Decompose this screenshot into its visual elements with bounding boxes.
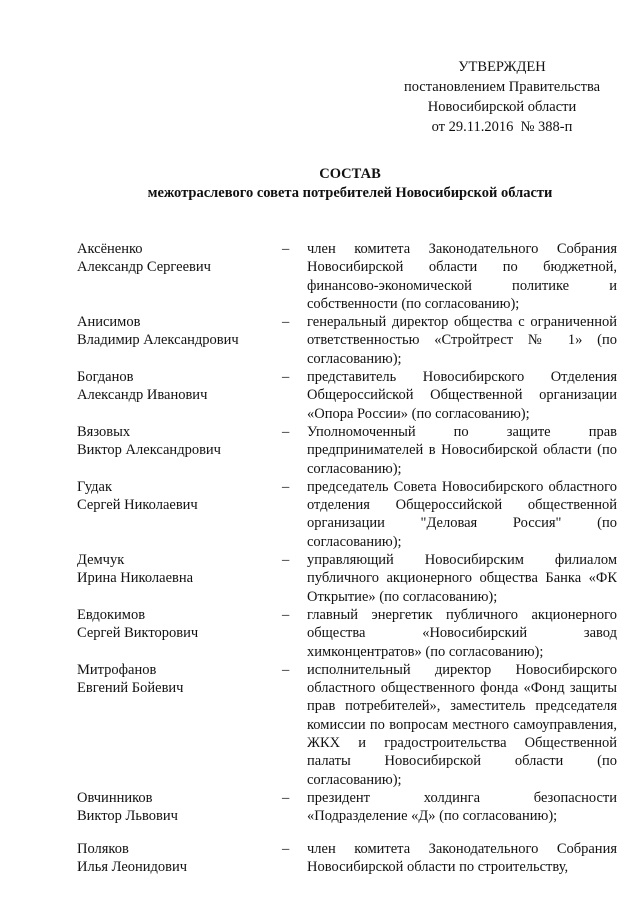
- member-row: [77, 240, 617, 313]
- member-given-name: Сергей Викторович: [77, 625, 199, 642]
- member-role: член комитета Законодательного Собрания Новосибирской области по бюджетной, финансово-экономической политике и собственности (по согласованию);: [307, 241, 617, 312]
- member-row: [77, 313, 617, 368]
- member-row: [77, 789, 617, 826]
- member-role: Уполномоченный по защите прав предпринимателей в Новосибирской области (по согласованию);: [307, 423, 617, 477]
- member-role: председатель Совета Новосибирского областного отделения Общероссийской общественной организации "Деловая Россия" (по согласованию);: [307, 478, 617, 550]
- member-given-name: Александр Сергеевич: [77, 259, 211, 276]
- member-role: президент холдинга безопасности «Подразделение «Д» (по согласованию);: [307, 789, 617, 825]
- member-name: [77, 478, 282, 515]
- member-role: представитель Новосибирского Отделения Общероссийской Общественной организации «Опора России» (по согласованию);: [307, 369, 617, 422]
- member-given-name: Виктор Александрович: [77, 442, 221, 459]
- approval-status: УТВЕРЖДЕН: [458, 59, 546, 75]
- member-row: [77, 606, 617, 661]
- member-row: [77, 551, 617, 606]
- member-role: член комитета Законодательного Собрания Новосибирской области по строительству,: [307, 840, 617, 875]
- member-name: [77, 423, 282, 460]
- document-subtitle: межотраслевого совета потребителей Новосибирской области: [147, 185, 553, 201]
- member-given-name: Евгений Бойевич: [77, 680, 184, 697]
- member-name: [77, 789, 282, 826]
- member-row: [77, 423, 617, 478]
- dash-separator: –: [282, 478, 290, 495]
- member-name: [77, 551, 282, 588]
- document-title: СОСТАВ: [319, 166, 381, 182]
- dash-separator: –: [282, 789, 290, 806]
- member-name: [77, 240, 282, 277]
- member-surname: Аксёненко: [77, 241, 143, 257]
- member-role: управляющий Новосибирским филиалом публичного акционерного общества Банка «ФК Открытие» (по согласованию);: [307, 552, 617, 605]
- member-surname: Демчук: [77, 552, 125, 569]
- dash-separator: –: [282, 241, 290, 257]
- member-surname: Митрофанов: [77, 661, 157, 678]
- dash-separator: –: [282, 314, 290, 331]
- member-surname: Евдокимов: [77, 606, 146, 623]
- approval-block: [388, 57, 616, 137]
- member-role: главный энергетик публичного акционерного общества «Новосибирский завод химконцентратов» (по согласованию);: [307, 606, 617, 660]
- member-given-name: Александр Иванович: [77, 387, 208, 404]
- member-name: [77, 661, 282, 698]
- member-name: [77, 313, 282, 350]
- member-surname: Поляков: [77, 840, 129, 857]
- member-surname: Вязовых: [77, 423, 131, 440]
- member-surname: Гудак: [77, 478, 113, 495]
- member-given-name: Владимир Александрович: [77, 332, 239, 349]
- members-list: [77, 240, 617, 876]
- member-given-name: Илья Леонидович: [77, 858, 188, 875]
- member-given-name: Виктор Львович: [77, 808, 178, 825]
- member-row: [77, 368, 617, 423]
- member-row: [77, 478, 617, 551]
- dash-separator: –: [282, 423, 290, 440]
- member-role: генеральный директор общества с ограниченной ответственностью «Стройтрест № 1» (по согласованию);: [307, 314, 617, 367]
- member-name: [77, 840, 282, 877]
- dash-separator: –: [282, 661, 290, 678]
- member-given-name: Ирина Николаевна: [77, 570, 194, 587]
- approval-authority: постановлением Правительства: [403, 79, 601, 95]
- member-name: [77, 606, 282, 643]
- member-surname: Анисимов: [77, 314, 141, 331]
- approval-region: Новосибирской области: [427, 99, 577, 115]
- member-surname: Богданов: [77, 369, 134, 386]
- dash-separator: –: [282, 369, 290, 386]
- member-row: [77, 661, 617, 789]
- member-given-name: Сергей Николаевич: [77, 497, 198, 514]
- dash-separator: –: [282, 552, 290, 569]
- member-surname: Овчинников: [77, 789, 153, 806]
- dash-separator: –: [282, 840, 290, 857]
- member-role: исполнительный директор Новосибирского областного общественного фонда «Фонд защиты прав потребителей», заместитель председателя комиссии по вопросам местного самоуправления, ЖКХ и градостроительства Общественной палаты Новосибирской области (по согласованию);: [307, 661, 617, 788]
- approval-date-number: от 29.11.2016 № 388-п: [431, 119, 573, 135]
- member-name: [77, 368, 282, 405]
- dash-separator: –: [282, 606, 290, 623]
- member-row: [77, 840, 617, 877]
